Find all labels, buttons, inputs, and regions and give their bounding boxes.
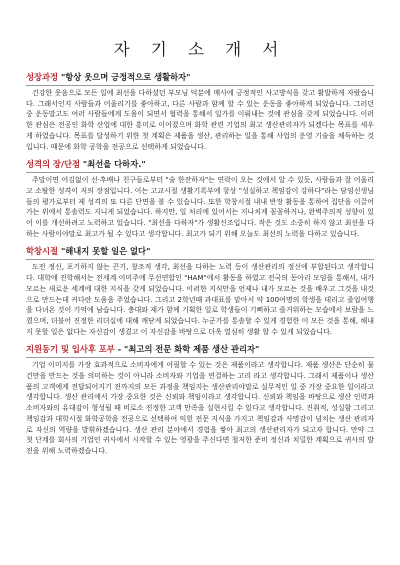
section-headline: "해내지 못할 일은 없다" <box>60 246 151 257</box>
section-label: 성격의 장/단점 <box>26 159 81 170</box>
section-heading <box>26 344 374 358</box>
section-headline: "최선을 다하자." <box>82 159 146 170</box>
section-personality <box>26 159 374 239</box>
section-label: 성장과정 <box>26 72 59 82</box>
section-heading <box>26 246 374 260</box>
section-body <box>26 88 374 152</box>
section-paragraph: 건강한 웃음으로 모든 일에 최선을 다하셨던 부모님 덕분에 매사에 긍정적인 사고방식을 갖고 활발하게 자랐습니다. 그래서인지 사람들과 어울리기를 좋아하고, 다른 사람과 함께 할 수 있는 운동을 좋아하게 되었습니다. 그러던 중 운동말고도 여러 사람들에게 도움이 되면서 협력을 통해서 일가를 이뤄내는 것에 관심을 갖게 되었습니다. 이러한 관심은 전공인 화학 산업에 대한 흥미로 이어졌으며 화학 관련 기업의 최고 생산관리자가 되겠다는 목표를 세우게 하였습니다. 목표를 달성하기 위한 첫 계획은 제품을 생산, 관리하는 일을 통해 사업의 운영 기술을 체득하는 것입니다. 때문에 화학 공학을 전공으로 선택하게 되었습니다. <box>26 89 374 151</box>
section-headline: "항상 웃으며 긍정적으로 생활하자" <box>60 72 191 82</box>
section-body <box>26 360 374 456</box>
section-school-years <box>26 246 374 337</box>
section-headline: - "최고의 전문 화학 제품 생산 관리자" <box>117 344 260 355</box>
section-paragraph: 주말이면 어김없이 선·후배나 친구들로부터 "술 한잔하자"는 연락이 오는 것에서 알 수 있듯, 사람들과 잘 어울리고 소탈한 성격이 저의 장점입니다. 이는 고교시절 생활기록부에 항상 "성실하고 책임감이 강하다"라는 담임선생님들의 평가로부터 제 성격의 또 다른 단면을 볼 수 있습니다. 또한 학창시절 내내 반장 활동을 통하여 집단을 이끌어 가는 위에서 통솔력도 지니게 되었습니다. 하지만, 일 처리에 있어서는 지나치게 꼼꼼하거나, 완벽주의적 성향이 있어 이를 개선하려고 노력하고 있습니다. "최선을 다하자"가 생활신조입니다. 작은 것도 소중히 하지 않고 최선을 다하는 사람이야말로 최고가 될 수 있다고 생각합니다. 최고가 되기 위해 오늘도 최선의 노력을 다하고 있습니다. <box>26 176 374 238</box>
section-body <box>26 262 374 337</box>
section-heading <box>26 72 374 86</box>
section-paragraph: 도전 정신, 포기하지 않는 끈기, 창조적 생각, 최선을 다하는 노력 등이 생산관리의 정신에 부합된다고 생각합니다. 대학에 진학해서는 전세계 이미주에 무선연합인 "HAM"에서 활동을 하였고 전국의 동아리 모임을 통해서, 내가 모르는 새로운 세계에 대한 지식을 갖게 되었습니다. 이러한 지식만을 언제나 내가 모르는 것을 배우고 그것을 내것으로 만드는데 커다란 도움을 주었습니다. 그리고 2학년때 과대표를 맡아서 약 100여명의 학생을 데리고 졸업여행을 다녀온 것이 기억에 남습니다. 충대와 제가 함께 기획한 일로 학생들이 기뻐하고 즐거워하는 모습에서 보람을 느꼈으며, 더불어 진정한 리더십에 대해 깨닫게 되었습니다. 누군가를 통솔할 수 있게 경험한 이 모든 것을 통해, 해내지 못할 일은 없다는 자신감이 생겼고 이 자신감을 바탕으로 더욱 열심히 생활 할 수 있게 되었습니다. <box>26 263 374 336</box>
section-heading <box>26 159 374 173</box>
section-growth <box>26 72 374 152</box>
section-motivation <box>26 344 374 456</box>
document-title: 자 기 소 개 서 <box>113 40 287 59</box>
section-label: 학창시절 <box>26 246 59 257</box>
section-body <box>26 175 374 239</box>
section-label: 지원동기 및 입사후 포부 <box>26 344 115 355</box>
section-paragraph: 기업 이미지를 가장 효과적으로 소비자에게 어필할 수 있는 것은 제품이라고 생각합니다. 제품 생산은 단순히 물건만을 만드는 것을 의미하는 것이 아니라 소비자와 기업을 연결하는 고리 라고 생각합니다. 그래서 제품이나 생산품의 고객에게 전달되어지기 전까지의 모든 과정을 책임지는 생산관리야말로 실무적인 일 중 가장 중요한 일이라고 생각합니다. 생산 관리에서 가장 중요한 것은 신뢰와 책임이라고 생각합니다. 신뢰와 책임을 바탕으로 생산 인력과 소비자와의 유대감이 형성될 때 비로소 진정한 고객 만족을 실현시킬 수 있다고 생각합니다. 진취적, 성실함 그리고 책임감과 대학시절 화학공학을 전공으로 선택하여 익힌 전문 지식을 가지고 책임감과 사명감이 넘치는 생산 관리자로 자신의 역량을 발휘하겠습니다. 생산 관리 분야에서 경험을 쌓아 최고의 생산관리자가 되고자 합니다. 만약 그 첫 단계를 회사의 기업인 귀사에서 시작할 수 있는 영광을 주신다면 철저한 준비 정신과 치밀한 계획으로 귀사의 발전을 위해 노력하겠습니다. <box>26 361 374 455</box>
